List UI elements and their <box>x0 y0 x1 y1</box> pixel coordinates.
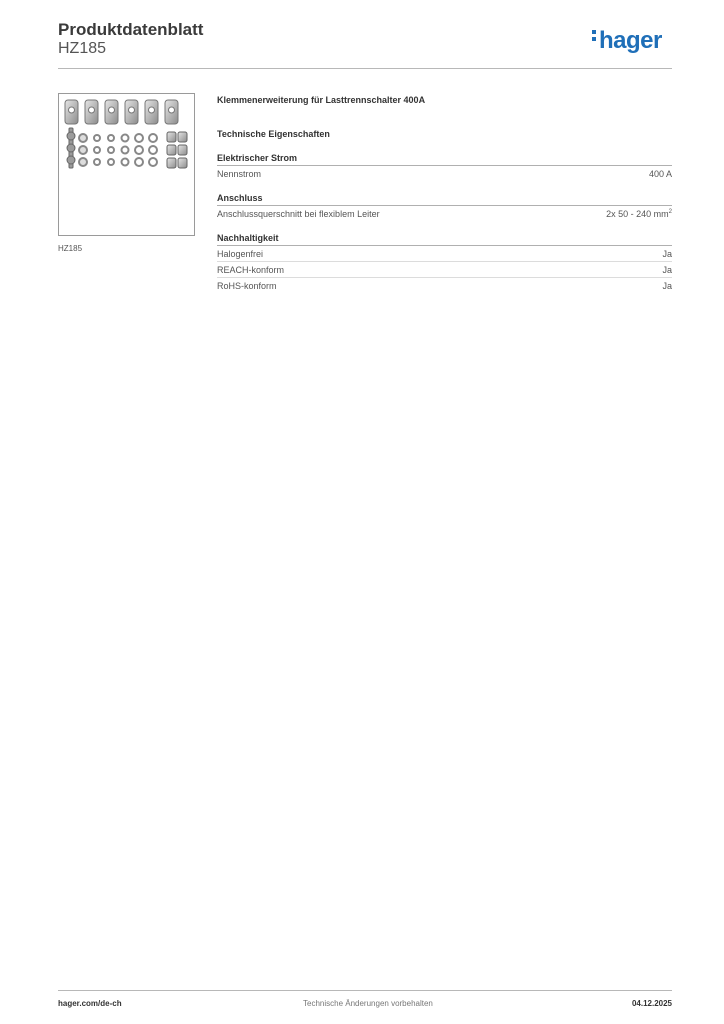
section-title: Technische Eigenschaften <box>217 129 330 139</box>
property-value-wrap <box>606 209 672 219</box>
property-value: 2x 50 - 240 mm <box>606 209 669 219</box>
property-row <box>217 278 672 293</box>
property-value: 400 A <box>648 169 672 179</box>
property-value: Ja <box>662 249 672 259</box>
group-title: Anschluss <box>217 193 672 206</box>
group-title: Nachhaltigkeit <box>217 233 672 246</box>
property-label: REACH-konform <box>217 265 285 275</box>
logo-dots-icon <box>592 30 596 44</box>
footer-divider <box>58 990 672 991</box>
property-value-superscript: 2 <box>668 209 672 215</box>
property-label: Nennstrom <box>217 169 262 179</box>
header-divider <box>58 68 672 69</box>
footer-website-link[interactable]: hager.com/de-ch <box>58 999 122 1008</box>
document-title: Produktdatenblatt <box>58 20 204 39</box>
image-caption: HZ185 <box>58 244 83 253</box>
property-group-sustainability <box>217 233 672 293</box>
product-image <box>58 93 195 236</box>
property-row <box>217 246 672 262</box>
group-title: Elektrischer Strom <box>217 153 672 166</box>
logo-text: hager <box>599 27 662 54</box>
property-value: Ja <box>662 265 672 275</box>
footer-notice: Technische Änderungen vorbehalten <box>303 999 433 1008</box>
property-label: Anschlussquerschnitt bei flexiblem Leiter <box>217 209 380 219</box>
hager-logo <box>592 27 662 55</box>
footer-date: 04.12.2025 <box>631 999 672 1008</box>
property-group-connection <box>217 193 672 221</box>
property-label: RoHS-konform <box>217 281 277 291</box>
property-row <box>217 206 672 221</box>
property-row <box>217 166 672 181</box>
product-details <box>217 95 672 305</box>
product-name: Klemmenerweiterung für Lasttrennschalter 400A <box>217 95 426 105</box>
terminal-parts-photo-icon <box>59 94 194 235</box>
product-code: HZ185 <box>58 40 107 57</box>
property-value: Ja <box>662 281 672 291</box>
property-group-electrical <box>217 153 672 181</box>
property-row <box>217 262 672 278</box>
property-label: Halogenfrei <box>217 249 264 259</box>
